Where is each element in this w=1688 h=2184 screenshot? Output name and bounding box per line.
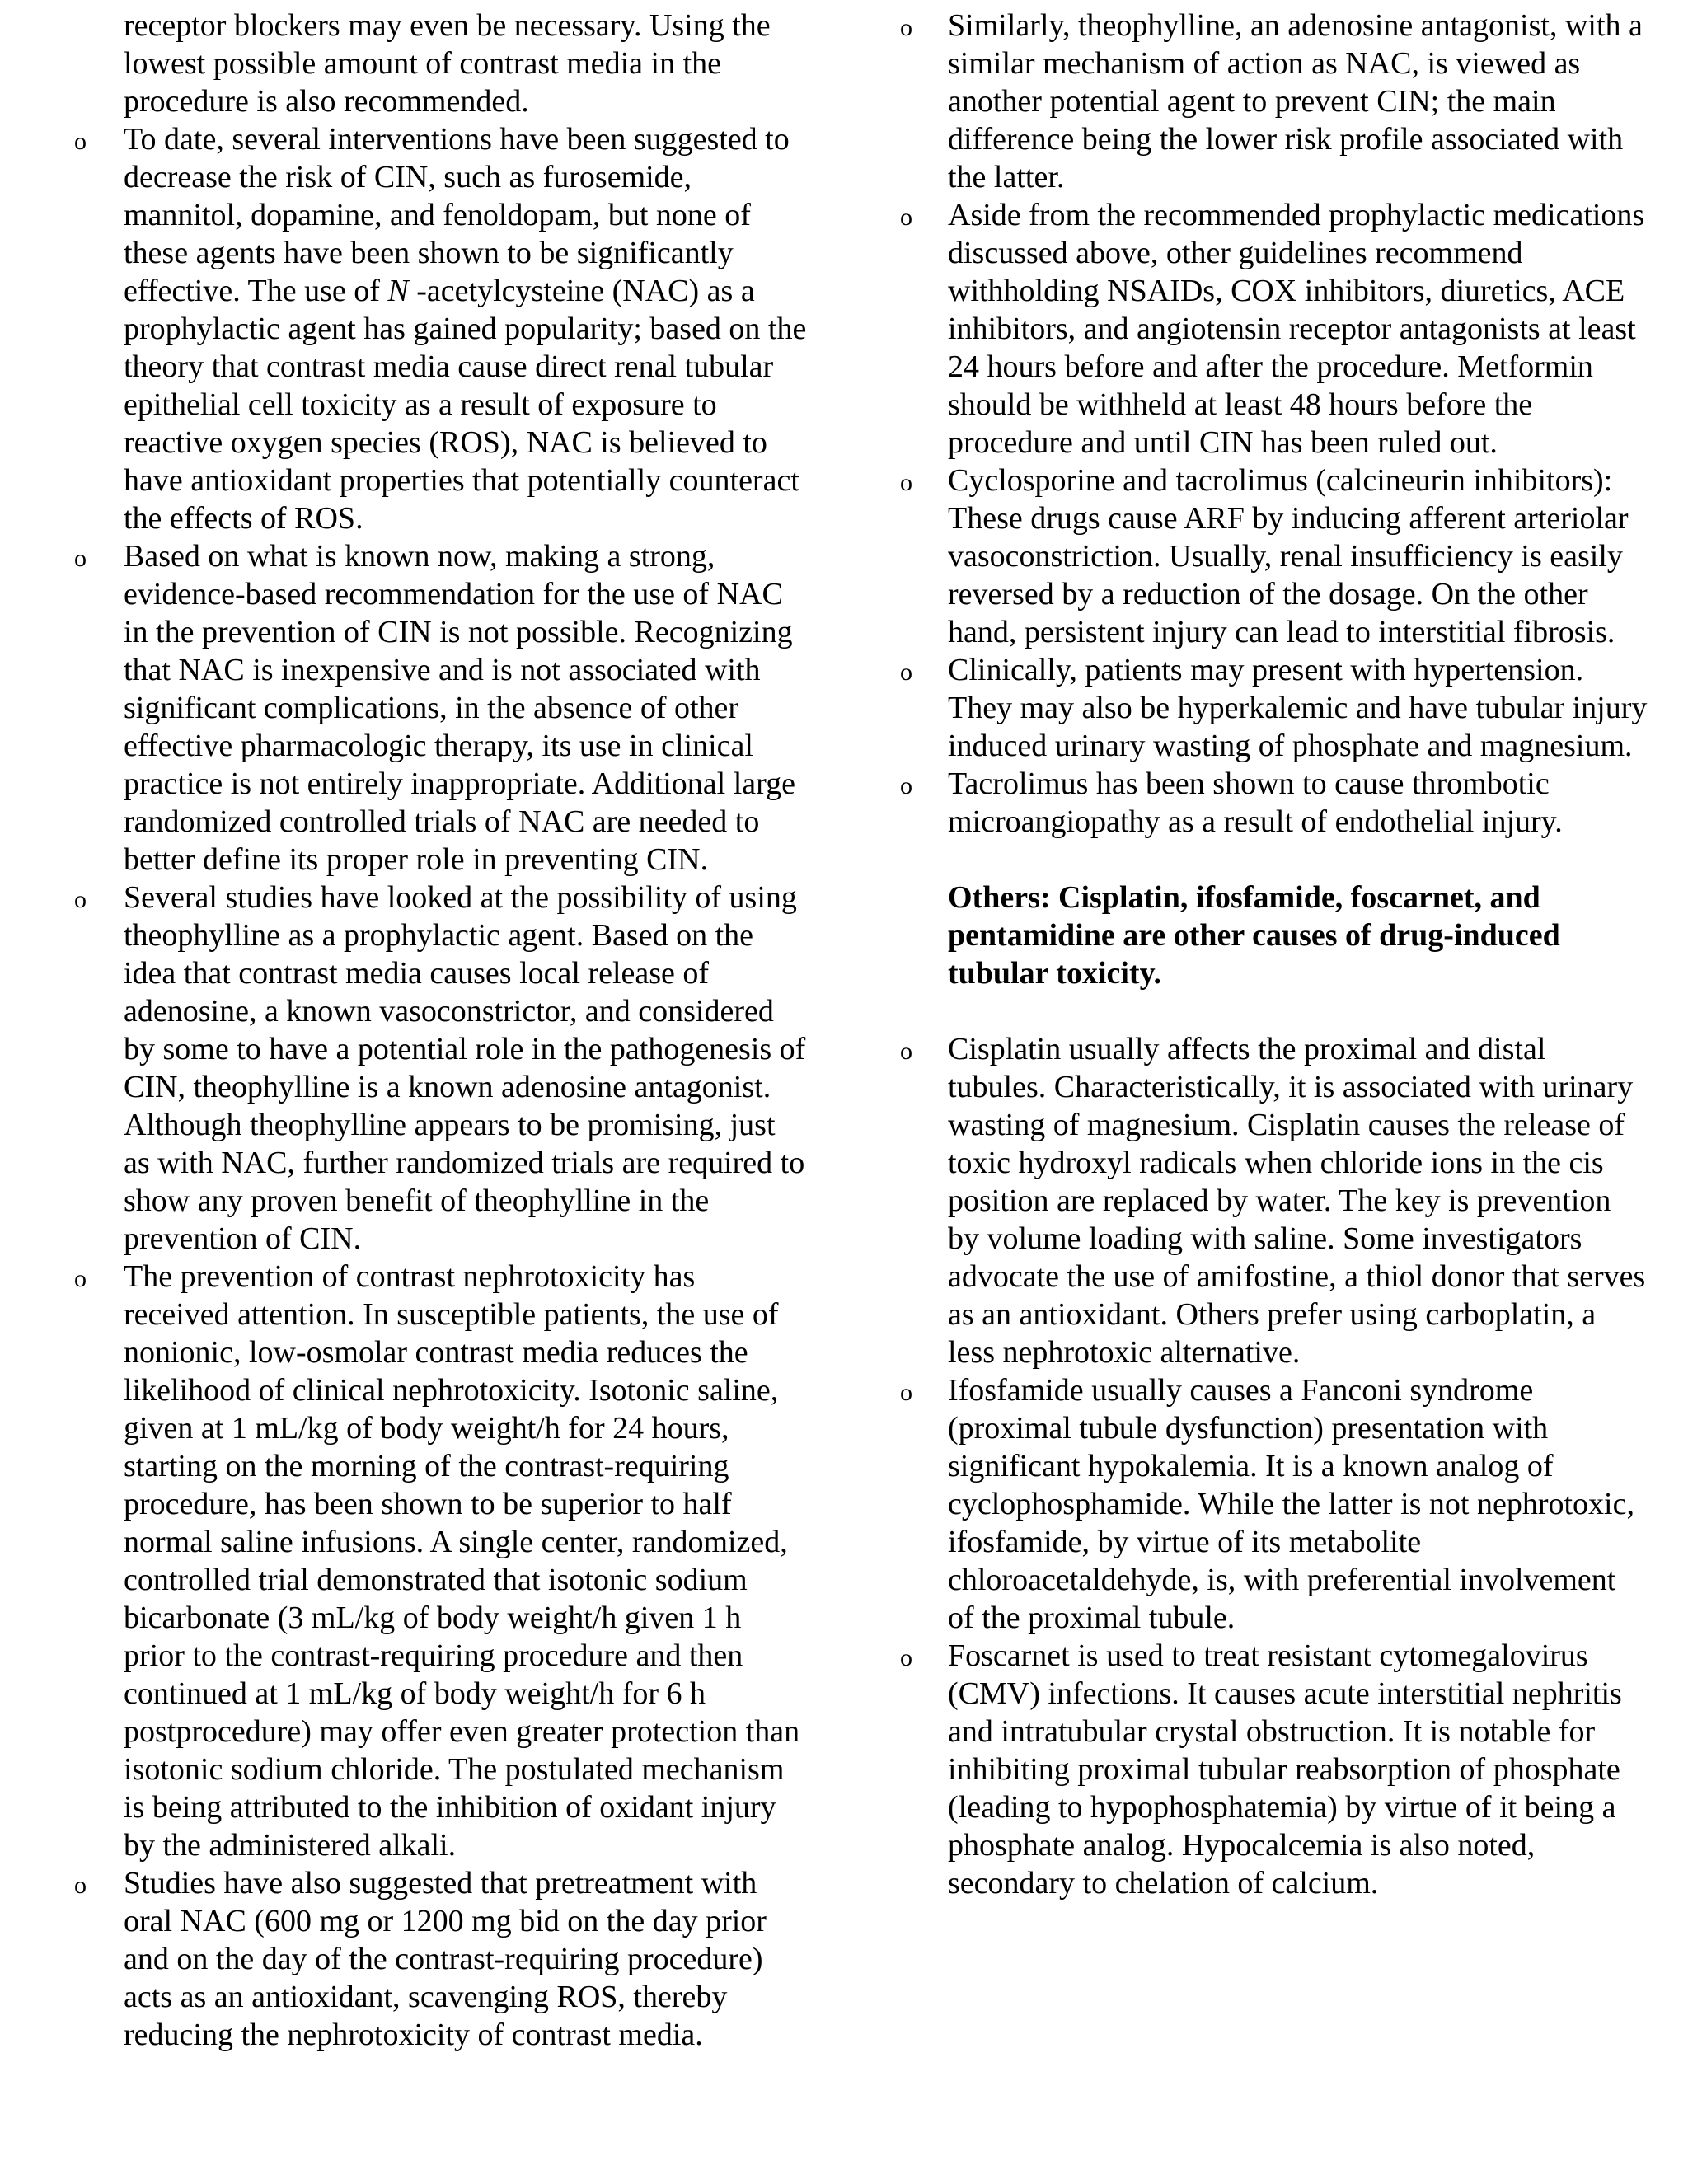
bullet-icon: o: [74, 128, 87, 155]
list-item: [74, 1864, 808, 2054]
bullet-icon: o: [74, 886, 87, 913]
bullet-icon: o: [74, 1265, 87, 1292]
bullet-icon: o: [900, 204, 912, 231]
item-text: Foscarnet is used to treat resistant cytomegalovirus (CMV) infections. It causes acute interstitial nephritis and intratubular crystal obstruction. It is notable for inhibiting proximal tubular reabsorption of phosphate (leading to hypophosphatemia) by virtue of it being a phosphate analog. Hypocalcemia is also noted, secondary to chelation of calcium.: [948, 1638, 1622, 1900]
bullet-icon: o: [900, 1038, 912, 1065]
bullet-icon: o: [900, 1644, 912, 1671]
left-column: [74, 7, 808, 2054]
bullet-icon: o: [900, 14, 912, 41]
item-text: Tacrolimus has been shown to cause thrombotic microangiopathy as a result of endothelial injury.: [948, 766, 1563, 839]
list-item: [900, 462, 1648, 651]
section-heading: Others: Cisplatin, ifosfamide, foscarnet, and pentamidine are other causes of drug-induced tubular toxicity.: [948, 880, 1560, 991]
list-item: [74, 120, 808, 537]
item-text: To date, several interventions have been suggested to decrease the risk of CIN, such as furosemide, mannitol, dopamine, and fenoldopam, but none of these agents have been shown to be significantly effective. The use of: [124, 122, 790, 308]
list-item: [900, 1371, 1648, 1637]
bullet-icon: o: [900, 1379, 912, 1406]
item-text: Ifosfamide usually causes a Fanconi syndrome (proximal tubule dysfunction) presentation with significant hypokalemia. It is a known analog of cyclophosphamide. While the latter is not nephrotoxic, ifosfamide, by virtue of its metabolite chloroacetaldehyde, is, with preferential involvement of the proximal tubule.: [948, 1373, 1634, 1635]
item-text: -acetylcysteine (NAC) as a prophylactic agent has gained popularity; based on the theory that contrast media cause direct renal tubular epithelial cell toxicity as a result of exposure to reactive oxygen species (ROS), NAC is believed to have antioxidant properties that potentially counteract the effects of ROS.: [124, 274, 807, 536]
item-text: Studies have also suggested that pretreatment with oral NAC (600 mg or 1200 mg bid on the day prior and on the day of the contrast-requiring procedure) acts as an antioxidant, scavenging ROS, thereby reducing the nephrotoxicity of contrast media.: [124, 1866, 767, 2052]
list-item: [900, 1030, 1648, 1371]
list-item: [900, 7, 1648, 196]
bullet-icon: o: [900, 658, 912, 686]
list-item: [74, 879, 808, 1258]
bullet-icon: o: [900, 469, 912, 496]
right-column: [900, 7, 1648, 1902]
item-text: Similarly, theophylline, an adenosine antagonist, with a similar mechanism of action as NAC, is viewed as another potential agent to prevent CIN; the main difference being the lower risk profile associated with the latter.: [948, 8, 1643, 194]
item-text: The prevention of contrast nephrotoxicity has received attention. In susceptible patients, the use of nonionic, low-osmolar contrast media reduces the likelihood of clinical nephrotoxicity. Isotonic saline, given at 1 mL/kg of body weight/h for 24 hours, starting on the morning of the contrast-requiring procedure, has been shown to be superior to half normal saline infusions. A single center, randomized, controlled trial demonstrated that isotonic sodium bicarbonate (3 mL/kg of body weight/h given 1 h prior to the contrast-requiring procedure and then continued at 1 mL/kg of body weight/h for 6 h postprocedure) may offer even greater protection than isotonic sodium chloride. The postulated mechanism is being attributed to the inhibition of oxidant injury by the administered alkali.: [124, 1259, 800, 1863]
item-text: Aside from the recommended prophylactic medications discussed above, other guidelines recommend withholding NSAIDs, COX inhibitors, diuretics, ACE inhibitors, and angiotensin receptor antagonists at least 24 hours before and after the procedure. Metformin should be withheld at least 48 hours before the procedure and until CIN has been ruled out.: [948, 198, 1645, 460]
list-item: [74, 537, 808, 879]
list-item: [900, 196, 1648, 462]
continuation-paragraph: receptor blockers may even be necessary. Using the lowest possible amount of contrast media in the procedure is also recommended.: [124, 8, 771, 119]
bullet-icon: o: [900, 772, 912, 799]
item-text-italic: N: [387, 274, 409, 308]
item-text: Cisplatin usually affects the proximal and distal tubules. Characteristically, it is associated with urinary wasting of magnesium. Cisplatin causes the release of toxic hydroxyl radicals when chloride ions in the cis position are replaced by water. The key is prevention by volume loading with saline. Some investigators advocate the use of amifostine, a thiol donor that serves as an antioxidant. Others prefer using carboplatin, a less nephrotoxic alternative.: [948, 1032, 1646, 1370]
list-item: [900, 1637, 1648, 1902]
bullet-icon: o: [74, 545, 87, 572]
item-text: Several studies have looked at the possibility of using theophylline as a prophylactic agent. Based on the idea that contrast media causes local release of adenosine, a known vasoconstrictor, and considered by some to have a potential role in the pathogenesis of CIN, theophylline is a known adenosine antagonist. Although theophylline appears to be promising, just as with NAC, further randomized trials are required to show any proven benefit of theophylline in the prevention of CIN.: [124, 880, 806, 1256]
item-text: Cyclosporine and tacrolimus (calcineurin inhibitors): These drugs cause ARF by inducing afferent arteriolar vasoconstriction. Usually, renal insufficiency is easily reversed by a reduction of the dosage. On the other hand, persistent injury can lead to interstitial fibrosis.: [948, 463, 1629, 649]
list-item: [900, 765, 1648, 841]
bullet-icon: o: [74, 1872, 87, 1899]
item-text: Clinically, patients may present with hypertension. They may also be hyperkalemic and have tubular injury induced urinary wasting of phosphate and magnesium.: [948, 653, 1648, 763]
list-item: [900, 651, 1648, 765]
item-text: Based on what is known now, making a strong, evidence-based recommendation for the use of NAC in the prevention of CIN is not possible. Recognizing that NAC is inexpensive and is not associated with significant complications, in the absence of other effective pharmacologic therapy, its use in clinical practice is not entirely inappropriate. Additional large randomized controlled trials of NAC are needed to better define its proper role in preventing CIN.: [124, 539, 795, 877]
list-item: [74, 1258, 808, 1864]
